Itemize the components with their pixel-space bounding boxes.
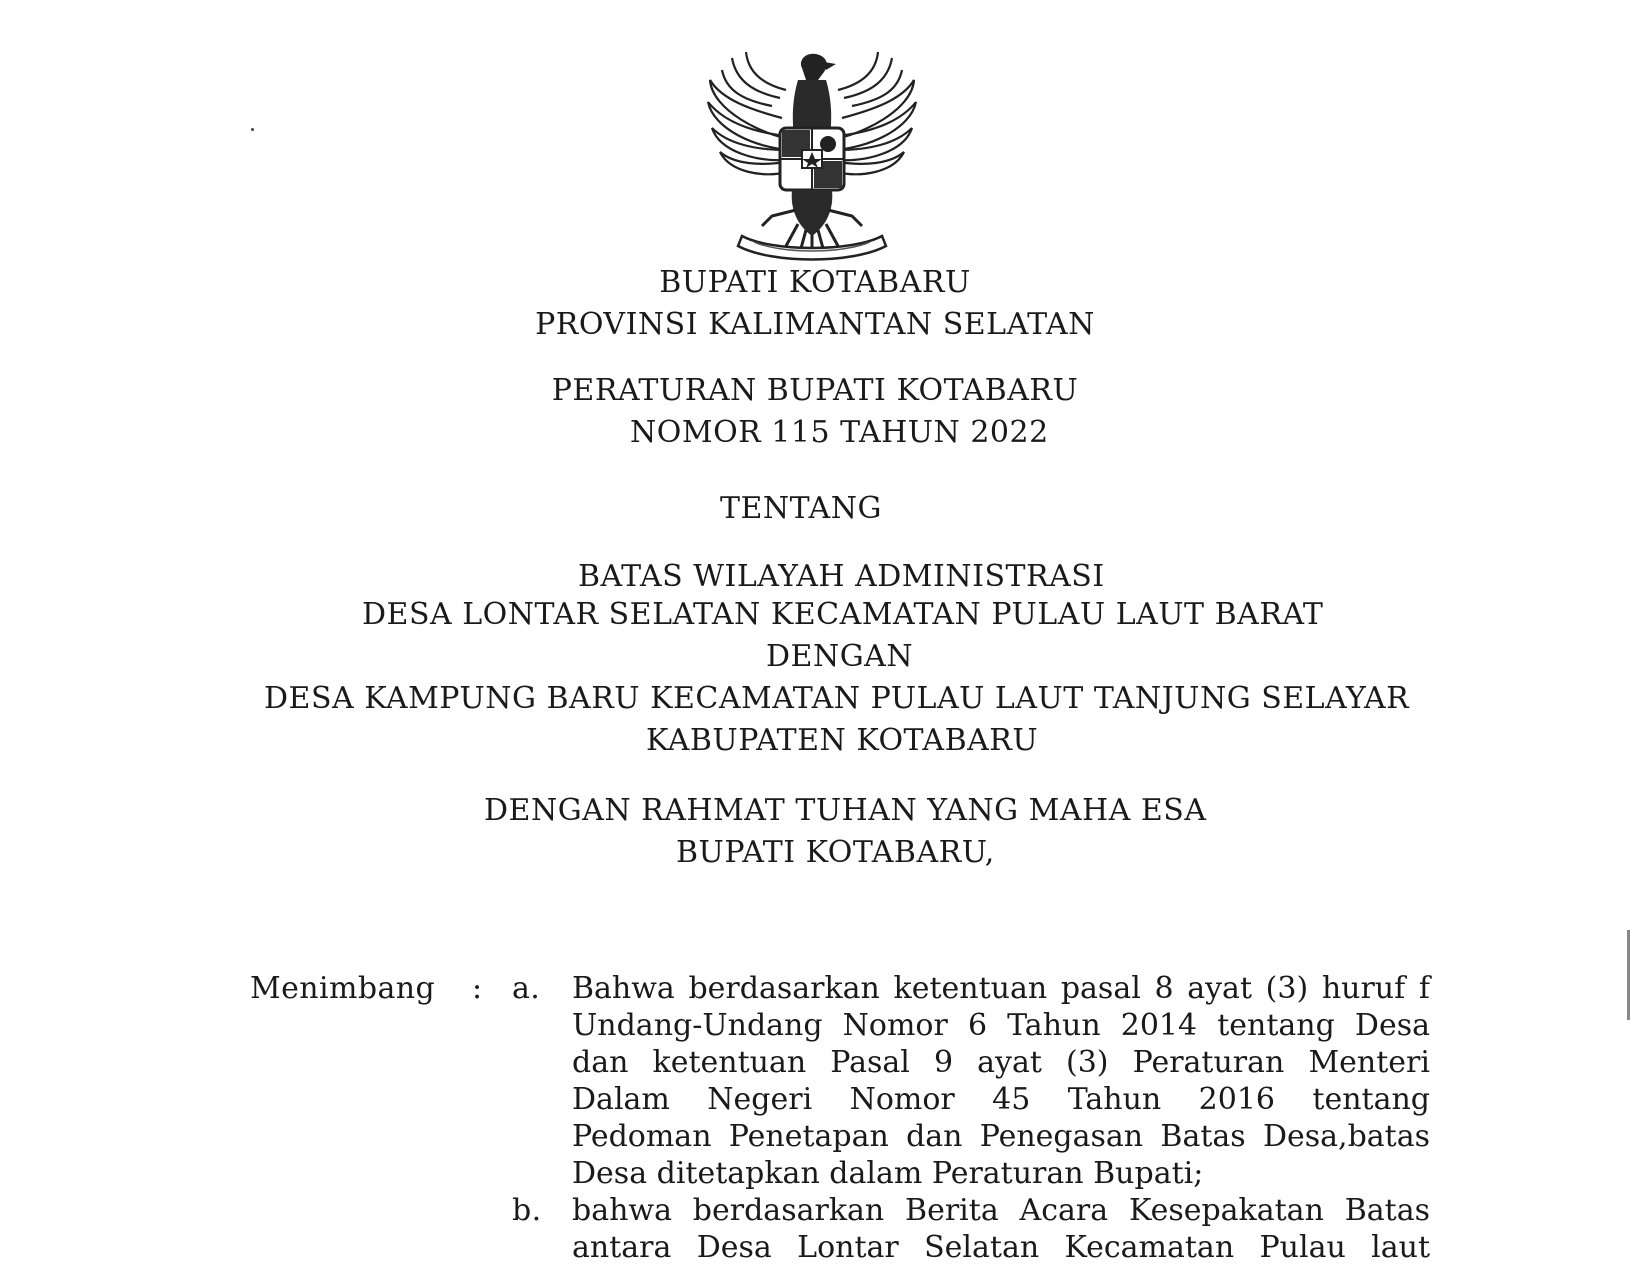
considering-colon: : (472, 971, 483, 1006)
province-title: PROVINSI KALIMANTAN SELATAN (535, 307, 1095, 342)
regent-title: BUPATI KOTABARU (659, 265, 971, 300)
item-b-letter: b. (512, 1193, 542, 1228)
item-a-line: Undang-Undang Nomor 6 Tahun 2014 tentang Desa (572, 1008, 1430, 1043)
subject-line-4: DESA KAMPUNG BARU KECAMATAN PULAU LAUT TANJUNG SELAYAR (264, 681, 1410, 716)
subject-line-2: DESA LONTAR SELATAN KECAMATAN PULAU LAUT BARAT (362, 597, 1324, 632)
regulation-number: NOMOR 115 TAHUN 2022 (630, 415, 1049, 450)
considering-label: Menimbang (250, 971, 436, 1006)
preamble-line-2: BUPATI KOTABARU, (676, 835, 995, 870)
item-a-line: Bahwa berdasarkan ketentuan pasal 8 ayat (3) huruf f (572, 971, 1430, 1006)
preamble-line-1: DENGAN RAHMAT TUHAN YANG MAHA ESA (484, 793, 1207, 828)
garuda-pancasila-icon (702, 40, 922, 268)
subject-line-1: BATAS WILAYAH ADMINISTRASI (578, 559, 1105, 594)
subject-line-3: DENGAN (766, 639, 914, 674)
item-a-text (572, 970, 1430, 1192)
item-a-line: Pedoman Penetapan dan Penegasan Batas Desa,batas (572, 1119, 1430, 1154)
item-b-line: bahwa berdasarkan Berita Acara Kesepakatan Batas (572, 1193, 1430, 1228)
item-a-line: Dalam Negeri Nomor 45 Tahun 2016 tentang (572, 1082, 1430, 1117)
about-label: TENTANG (720, 491, 882, 526)
item-a-line: Desa ditetapkan dalam Peraturan Bupati; (572, 1156, 1204, 1191)
item-b-text (572, 1192, 1430, 1266)
item-a-letter: a. (512, 971, 541, 1006)
scan-speck (251, 128, 254, 131)
item-a-line: dan ketentuan Pasal 9 ayat (3) Peraturan Menteri (572, 1045, 1430, 1080)
item-b-line: antara Desa Lontar Selatan Kecamatan Pulau laut (572, 1230, 1430, 1265)
regulation-title: PERATURAN BUPATI KOTABARU (551, 373, 1079, 408)
subject-line-5: KABUPATEN KOTABARU (646, 723, 1039, 758)
